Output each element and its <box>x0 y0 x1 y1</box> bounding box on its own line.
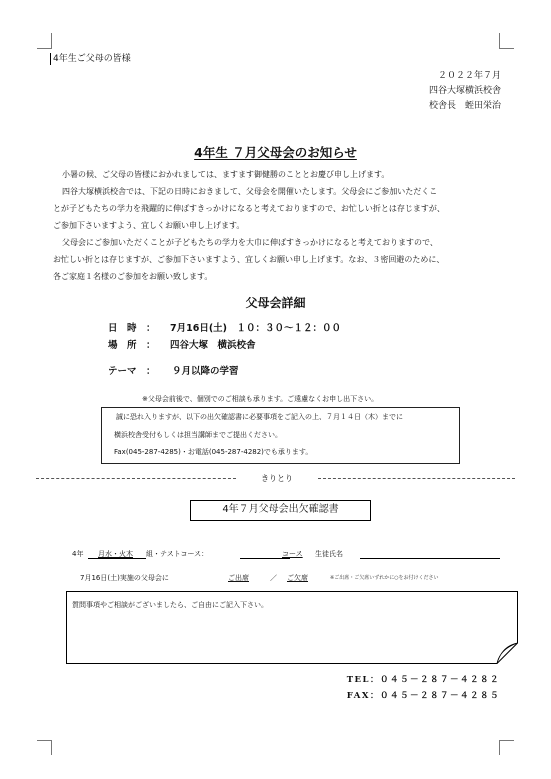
page-title: 4年生 ７月父母会のお知らせ <box>194 145 357 160</box>
student-name-field[interactable] <box>360 558 500 559</box>
text-cursor <box>50 53 51 65</box>
class-suffix: 組・テストコース： <box>146 550 209 558</box>
attend-option[interactable]: ご出席 <box>228 574 249 582</box>
comment-placeholder: 質問事項やご相談がございましたら、ご自由にご記入下さい。 <box>72 601 268 609</box>
principal-name: 校舎長 蛭田栄治 <box>428 101 501 111</box>
course-suffix: コース <box>282 550 303 558</box>
tel-number: TEL：０４５－２８７－４２８２ <box>346 675 500 685</box>
body-line: 各ご家庭１名様のご参加をお願い致します。 <box>53 272 213 281</box>
theme-label: テーマ ： <box>108 366 156 377</box>
body-line: とが子どもたちの学力を飛躍的に伸ばすきっかけになると考えておりますので、お忙しい折とは存じますが、 <box>53 204 445 213</box>
theme-value: ９月以降の学習 <box>172 366 239 377</box>
crop-mark <box>37 740 52 741</box>
consultation-note: ※父母会前後で、個別でのご相談も承ります。ご遠慮なくお申し出下さい。 <box>142 395 379 403</box>
grade-prefix: 4年 <box>72 550 84 558</box>
absent-option[interactable]: ご欠席 <box>287 574 308 582</box>
attendance-hint: ※ご出席・ご欠席いずれかに○をお付けください <box>330 575 439 581</box>
form-title: 4年７月父母会出欠確認書 <box>222 504 339 515</box>
student-name-label: 生徒氏名 <box>315 550 343 558</box>
crop-mark <box>51 740 52 755</box>
fax-number: FAX：０４５－２８７－４２８５ <box>346 691 500 701</box>
crop-mark <box>37 48 52 49</box>
details-heading: 父母会詳細 <box>245 296 306 310</box>
cut-label: きりとり <box>261 474 293 483</box>
date: ２０２２年７月 <box>437 71 501 81</box>
date-label: 日 時 ： <box>108 323 156 334</box>
addressee: 4年生ご父母の皆様 <box>53 54 131 64</box>
place-value: 四谷大塚 横浜校舎 <box>170 340 256 351</box>
body-line: 父母会にご参加いただくことが子どもたちの学力を大巾に伸ばすきっかけになると考えておりますので、 <box>62 238 438 247</box>
cut-line <box>36 478 236 479</box>
body-line: お忙しい折とは存じますが、ご参加下さいますよう、宜しくお願い申し上げます。なお、３密回避のために、 <box>53 255 445 264</box>
notice-line: 誠に恐れ入りますが、以下の出欠確認書に必要事項をご記入の上、７月１４日（木）までに <box>116 413 403 421</box>
notice-line: 横浜校舎受付もしくは担当講師までご提出ください。 <box>114 431 282 439</box>
crop-mark <box>499 740 500 755</box>
notice-line: Fax(045-287-4285)・お電話(045-287-4282)でも承ります。 <box>114 448 313 456</box>
crop-mark <box>51 33 52 48</box>
class-value: 月水・火木 <box>98 550 133 558</box>
date-value: 7月16日(土) １０：３０～１２：００ <box>170 323 342 334</box>
body-line: ご参加下さいますよう、宜しくお願い申し上げます。 <box>53 221 245 230</box>
place-label: 場 所 ： <box>108 340 156 351</box>
body-line: 四谷大塚横浜校舎では、下記の日時におきまして、父母会を開催いたします。父母会にご参加いただくこ <box>62 187 438 196</box>
school-name: 四谷大塚横浜校舎 <box>428 86 501 96</box>
body-line: 小暑の候、ご父母の皆様におかれましては、ますます御健勝のこととお慶び申し上げます。 <box>62 170 390 179</box>
crop-mark <box>499 48 514 49</box>
attendance-label: 7月16日(土)実施の父母会に <box>80 574 169 582</box>
attendance-separator: ／ <box>270 574 277 582</box>
crop-mark <box>499 740 514 741</box>
cut-line <box>318 478 515 479</box>
crop-mark <box>499 33 500 48</box>
